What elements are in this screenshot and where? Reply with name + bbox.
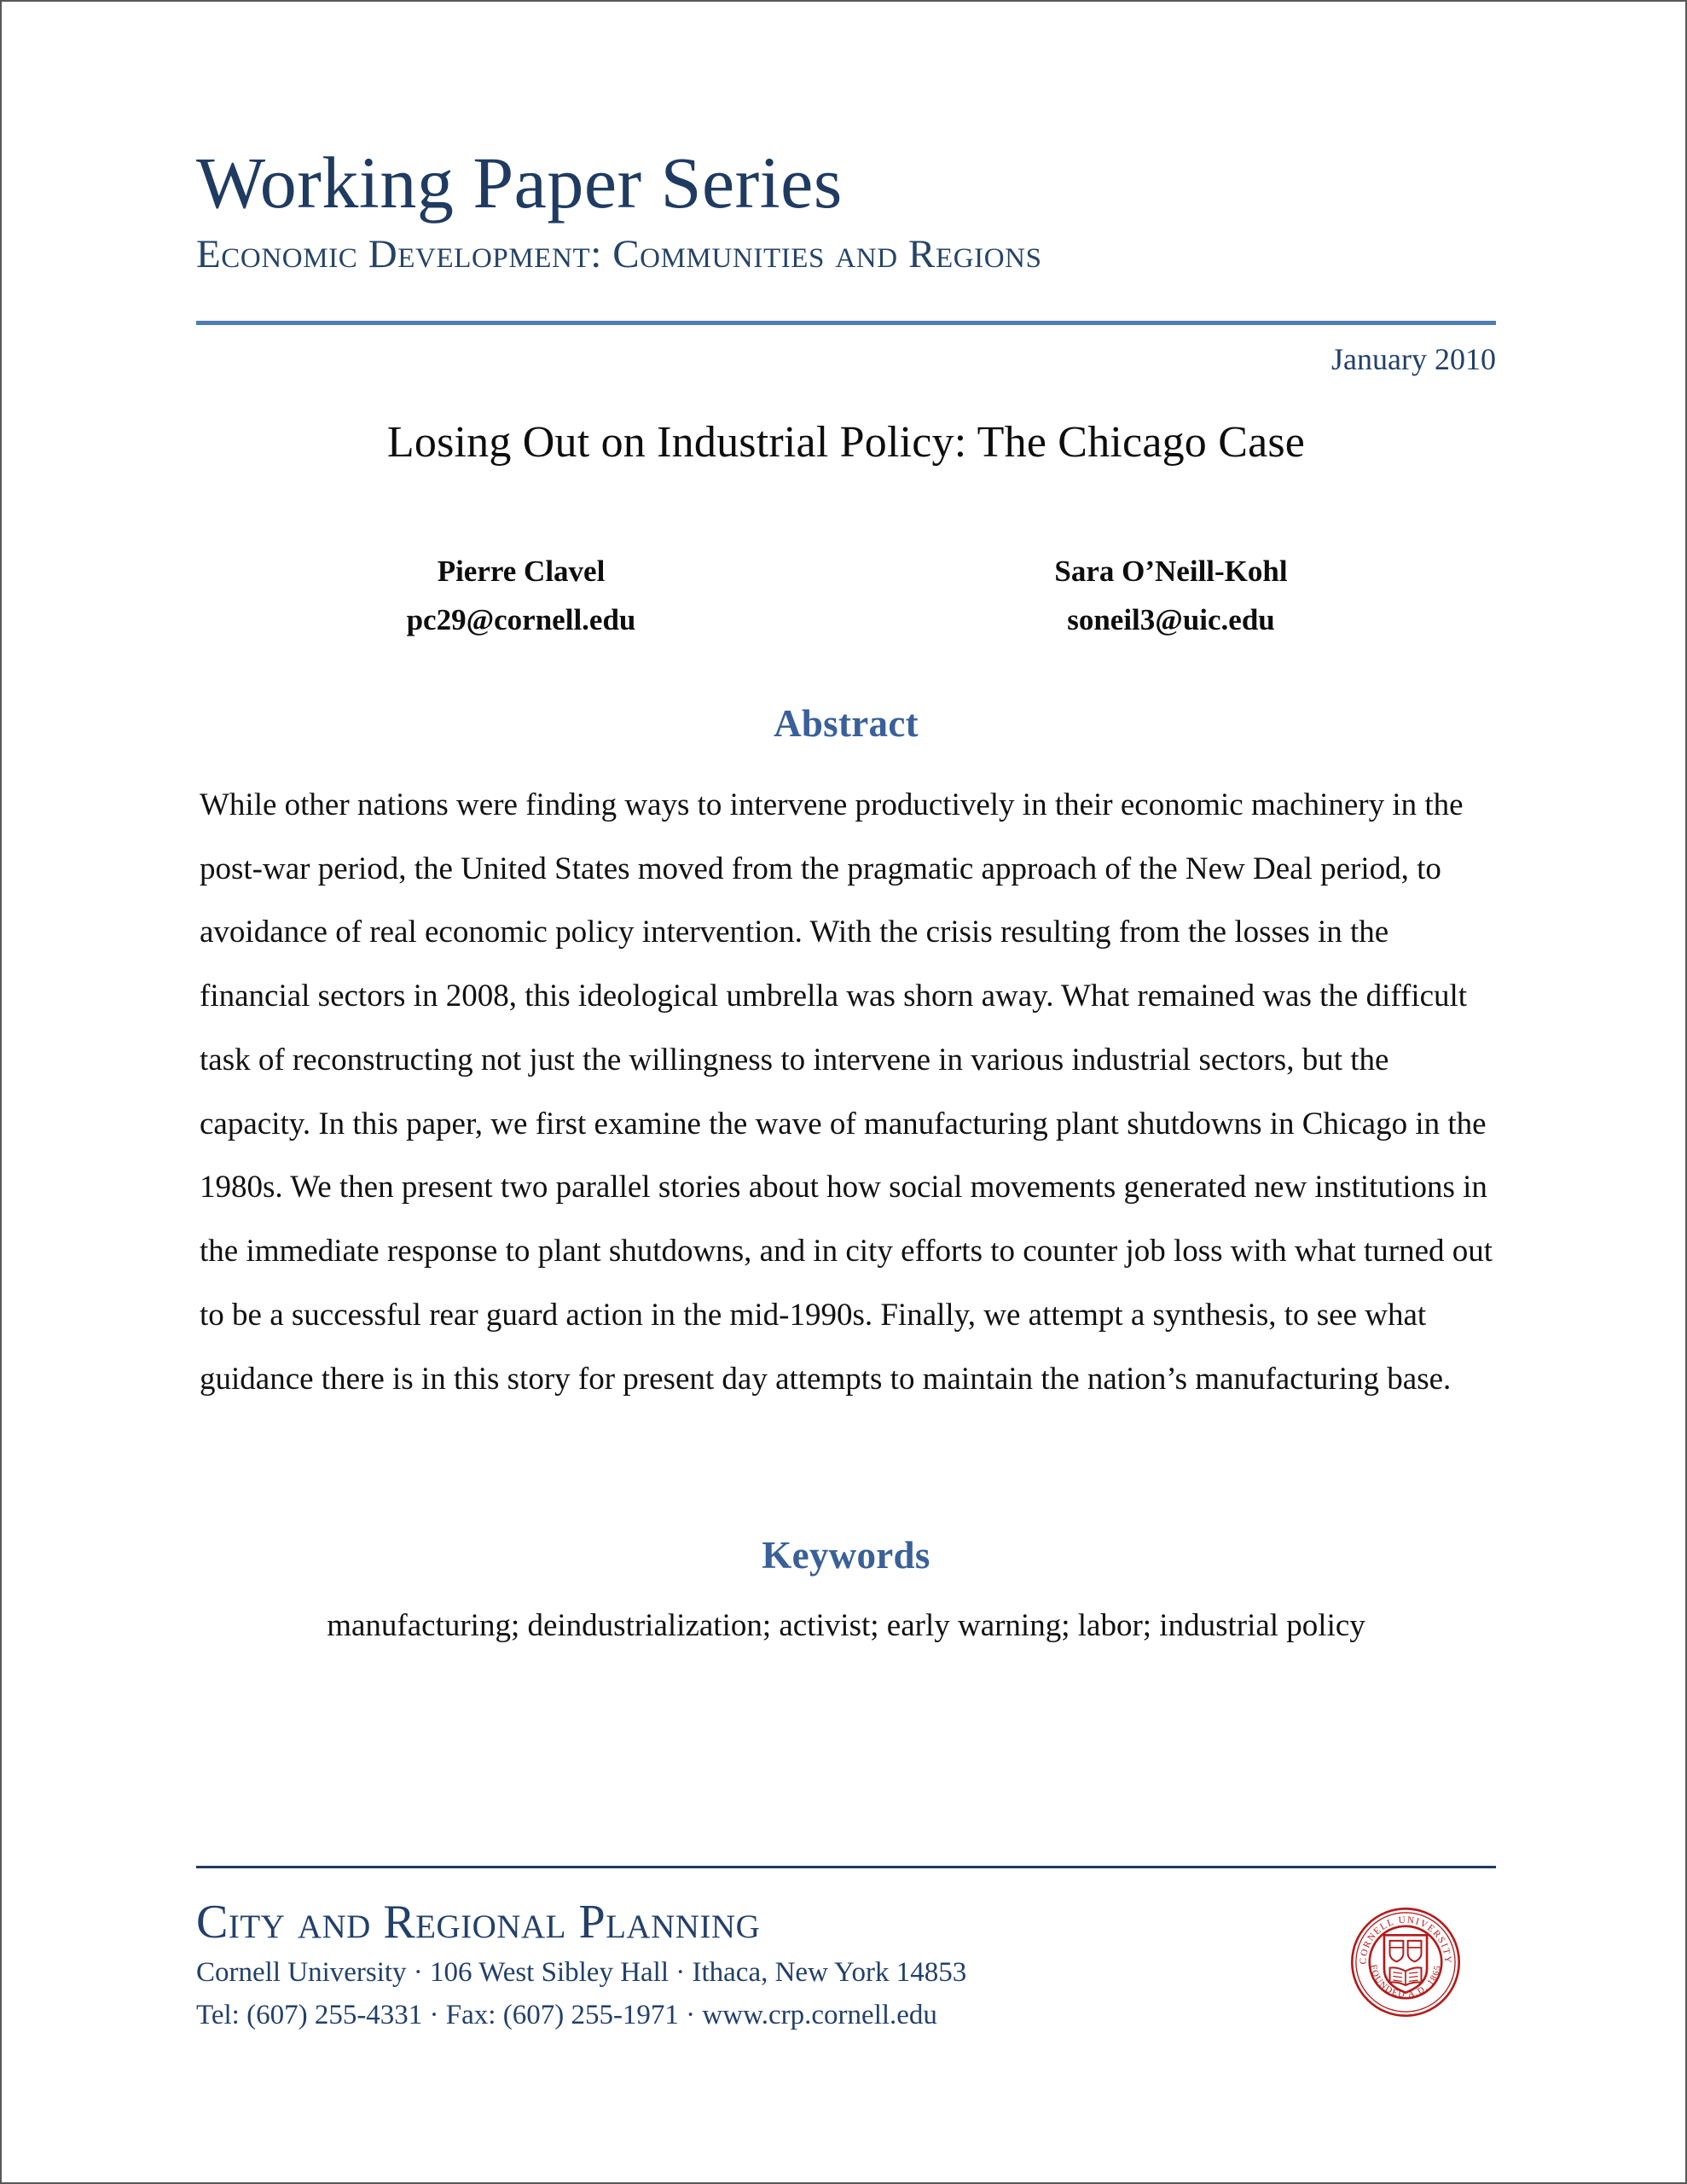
- svg-text:CORNELL UNIVERSITY: CORNELL UNIVERSITY: [1358, 1914, 1453, 1965]
- footer-address: Cornell University · 106 West Sibley Hall · Ithaca, New York 14853: [196, 1957, 967, 1989]
- svg-text:FOUNDED A.D. 1865: FOUNDED A.D. 1865: [1368, 1964, 1443, 2001]
- footer: [196, 1894, 1496, 2037]
- publication-date: January 2010: [1331, 342, 1496, 376]
- masthead: [196, 142, 1496, 277]
- abstract-text: While other nations were finding ways to intervene productively in their economic machinery in the post-war period, the United States moved from the pragmatic approach of the New Deal period, to avoidance of real economic policy intervention. With the crisis resulting from the losses in the financial sectors in 2008, this ideological umbrella was shorn away. What remained was the difficult task of reconstructing not just the willingness to intervene in various industrial sectors, but the capacity. In this paper, we first examine the wave of manufacturing plant shutdowns in Chicago in the 1980s. We then present two parallel stories about how social movements generated new institutions in the immediate response to plant shutdowns, and in city efforts to counter job loss with what turned out to be a successful rear guard action in the mid-1990s. Finally, we attempt a synthesis, to see what guidance there is in this story for present day attempts to maintain the nation’s manufacturing base.: [200, 787, 1493, 1397]
- author-name: Sara O’Neill-Kohl: [1054, 555, 1288, 588]
- page-title: Losing Out on Industrial Policy: The Chicago Case: [386, 418, 1306, 467]
- page-content: [196, 2, 1496, 2182]
- department-name: City and Regional Planning: [196, 1896, 761, 1949]
- author-entry: [196, 548, 846, 644]
- footer-divider: [196, 1866, 1496, 1868]
- footer-contact: Tel: (607) 255-4331 · Fax: (607) 255-1971 · www.crp.cornell.edu: [196, 2000, 937, 2031]
- abstract-heading: Abstract: [774, 702, 919, 745]
- author-name: Pierre Clavel: [437, 555, 606, 588]
- author-email[interactable]: soneil3@uic.edu: [1067, 602, 1275, 636]
- author-entry: [846, 548, 1496, 644]
- masthead-divider: [196, 321, 1496, 325]
- cornell-seal-icon: [1349, 1906, 1462, 2018]
- author-email[interactable]: pc29@cornell.edu: [406, 602, 636, 636]
- keywords-heading: Keywords: [762, 1534, 930, 1577]
- keywords-text: manufacturing; deindustrialization; activist; early warning; labor; industrial policy: [327, 1608, 1365, 1643]
- series-title: Working Paper Series: [196, 142, 843, 224]
- author-block: [196, 548, 1496, 644]
- series-subtitle: Economic Development: Communities and Regions: [196, 232, 1042, 277]
